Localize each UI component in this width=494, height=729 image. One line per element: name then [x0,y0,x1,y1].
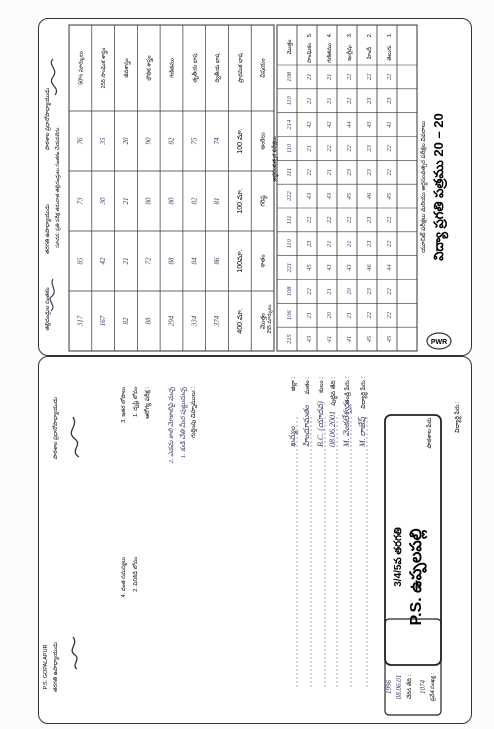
marks-cell: 23 [366,288,373,295]
field-label: జిల్లా : [291,377,297,392]
grades-grid [69,25,279,351]
marks-cell: 21 [326,288,333,295]
grades-subject-label: జీవశాస్త్రం [123,58,130,78]
bottom-signatures [43,397,79,692]
field-label: పుట్టిన తేది : [331,377,337,406]
grades-cell: 80 [144,197,153,205]
grades-cell: 21 [121,257,130,265]
progress-title: విద్యా ప్రగతి పత్రము 20 – 20 [431,113,446,261]
signature-principal-label: పాఠశాల ప్రధానోపాధ్యాయుడు [53,397,59,460]
marks-row-number: 3. [347,32,353,38]
grades-cell: 317 [76,315,85,327]
marks-cell: 21 [306,73,313,81]
field-label: తండ్రి పేరు : [345,377,351,405]
grades-cell: 100 మా. [236,188,244,214]
id-mark-2: 2. ఎడమ కాలి మోకాలిపై మచ్చ [168,387,175,464]
field-label: విద్యార్థి పేరు : [361,377,367,409]
year-value: 1996 [385,680,393,694]
marks-cell: 21 [306,97,313,104]
marks-cell: 43 [326,192,333,200]
admission-label: ప్రవేశ సంఖ్య : [430,672,436,702]
student-details-svg [39,357,471,723]
marks-cell: 41 [346,335,353,343]
marks-cell: 22 [326,145,333,152]
signature-teacher-label: తరగతి ఉపాధ్యాయుడు [53,642,59,692]
marks-total-cell: 110 [286,143,293,154]
marks-cell: 22 [386,312,393,319]
marks-cell: 23 [386,97,393,104]
footer-principal-label: పాఠశాల ప్రధానోపాధ్యాయుడు [45,87,51,151]
signature-scribble-1 [51,59,56,95]
marks-cell: 41 [326,335,333,343]
progress-subtitle: యూనిట్ పరీక్షలు మరియు అర్థసంవత్సర పరీక్షల వివరాలు [421,121,427,253]
marks-cell: 21 [326,240,333,247]
grades-cell: 100మా. [236,249,244,273]
marks-footer-note: 255 మార్కులు [267,304,273,334]
footer-parent-label: తల్లిదండ్రుల సంతకం [45,287,51,331]
marks-cell: 20 [346,288,353,295]
marks-subject-label: సాంఘికం [307,43,313,63]
field-value: హిందూమతం [302,405,311,447]
marks-row-number: 1. [387,32,393,38]
grades-subject-label: ప్రాథమిక భాష [237,53,244,83]
grades-cell: 82 [190,197,199,205]
grades-cell: 75 [190,137,199,145]
student-field-rows [288,377,368,687]
marks-row-number: 5. [307,32,313,38]
marks-cell: 23 [366,216,373,224]
grades-cell: 100 మా. [236,128,244,154]
marks-subject-label: ఇంగ్లీషు [347,45,353,61]
marks-cell: 23 [366,145,373,152]
marks-cell: 46 [366,264,373,271]
grades-column-header: గరిష్ఠ [260,195,267,207]
top-card-footer [44,59,61,330]
grades-cell: 35 [99,137,108,145]
grades-cell: 334 [190,315,199,327]
marks-total-cell: 111 [286,215,293,225]
field-label: కులం : [319,377,325,393]
marks-cell: 42 [306,121,313,128]
marks-cell: 23 [366,97,373,104]
grades-subject-label: తృతీయ భాష [192,53,199,83]
marks-cell: 22 [366,73,373,81]
footer-note: సూచన: ప్రతి పరీక్ష తరువాత తల్లిదండ్రులు సంతకం చేయవలెను. [55,126,61,248]
grades-cell: 42 [99,257,108,265]
marks-cell: 43 [306,192,313,200]
grades-subject-label: 50% మార్కులు [78,51,85,85]
marks-subject-label: గణితము [327,43,333,63]
marks-cell: 43 [326,264,333,271]
marks-cell: 22 [306,216,313,224]
grades-cell: 90 [144,137,153,145]
marks-cell: 22 [306,288,313,295]
grades-cell: 74 [213,137,222,145]
marks-cell: 45 [366,335,373,343]
marks-cell: 22 [306,169,313,176]
progress-report-card [38,18,472,356]
grades-subject-label: భౌతిక శాస్త్రం [146,55,153,81]
grades-cell: 86 [213,257,222,265]
marks-cell: 21 [326,97,333,104]
stamp-text: P.S. GOPALAPUR [43,644,49,690]
student-details-card [38,356,472,724]
principal-signature [71,417,79,457]
marks-cell: 45 [386,192,393,200]
grades-cell: 82 [167,137,176,145]
field-value: B.C. (యాదవ) [316,401,325,447]
marks-cell: 21 [306,145,313,152]
grades-cell: 85 [76,257,85,265]
marks-cell: 23 [306,240,313,247]
marks-total-cell: 110 [286,239,293,249]
date-value: 08.06.01 [395,674,403,700]
grades-cell: 81 [213,197,222,205]
class-label: 3/4/5వ తరగతి [393,527,404,587]
school-name: P.S. ఉప్పలపల్లి [408,528,425,626]
marks-cell: 45 [346,192,353,200]
health-item-4: 4. దంత సమస్యలు [121,557,127,598]
grades-cell: 400 మా. [236,308,244,334]
marks-cell: 42 [326,121,333,128]
marks-cell: 20 [326,312,333,319]
marks-cell: 21 [346,240,353,247]
marks-cell: 22 [346,97,353,104]
marks-cell: 44 [346,121,353,128]
health-item-3: 3. ఇతర లోపాలు [121,387,127,423]
health-item-2: 2. వినికిడి లోపం [133,557,139,592]
grades-cell: 21 [121,197,130,205]
marks-cell: 23 [366,169,373,176]
marks-cell: 41 [386,121,393,128]
marks-cell: 22 [366,312,373,319]
marks-cell: 22 [386,73,393,81]
grades-header-title: అర్థసంవత్సర పరీక్షలు [272,136,278,182]
marks-total-cell: 222 [286,191,293,201]
marks-total-cell: 215 [286,334,293,344]
identification-section [168,387,198,464]
health-section [120,387,152,598]
field-value: M. రాజేష్ [358,417,367,447]
marks-row-number: 4. [327,32,333,38]
marks-total-cell: 214 [286,119,293,130]
marks-cell: 22 [346,145,353,152]
grades-cell: 20 [121,137,130,145]
teacher-signature [72,637,77,669]
marks-cell: 21 [306,312,313,319]
grades-cell: 30 [99,197,108,205]
id-mark-1: 1. కుడి చేతి మీద పుట్టుమచ్చ [180,387,187,459]
marks-cell: 22 [386,240,393,247]
field-value: ఖమ్మం [288,426,297,447]
marks-cell: 44 [386,264,393,271]
marks-cell: 21 [346,312,353,319]
marks-total-cell: 111 [286,167,293,177]
marks-cell: 22 [386,288,393,295]
grades-cell: 294 [167,315,176,327]
grades-column-header: మొత్తం [260,312,267,330]
marks-total-cell: 106 [286,310,293,321]
progress-report-svg [39,19,471,355]
grades-column-header: శాతం [260,254,267,268]
marks-cell: 21 [326,73,333,81]
progress-title-group [419,113,451,349]
grades-column-header: అంకెలు [260,132,267,150]
marks-row-number: 2. [367,32,373,38]
marks-cell: 22 [386,216,393,224]
marks-cell: 45 [366,121,373,128]
grades-cell: 88 [167,257,176,265]
marks-cell: 22 [386,169,393,176]
card-header-label: విద్యార్థి పేరు : [455,401,461,433]
date-label: చేరిన తేది : [407,674,413,700]
grades-subject-label: 255 సాంఘిక శాస్త్రం [101,47,108,89]
footer-teacher-label: తరగతి ఉపాధ్యాయుడు [45,204,51,254]
marks-total-cell: 221 [286,262,293,273]
admission-info-box [385,619,441,715]
marks-cell: 43 [346,264,353,271]
grades-cell: 84 [190,257,199,265]
marks-subject-label: హిందీ [367,46,373,60]
marks-cell: 23 [346,169,353,176]
grades-cell: 374 [213,315,222,327]
marks-cell: 22 [326,216,333,224]
grades-subject-label: ద్వితీయ భాష [215,53,222,83]
grades-cell: 88 [144,317,153,325]
marks-cell: 23 [366,240,373,247]
health-item-1: 1. దృష్టి లోపం [133,387,139,417]
grades-cell: 73 [76,197,85,205]
marks-section-label: గుర్తింపు చిహ్నములు : [191,387,197,438]
grades-cell: 167 [99,315,108,327]
marks-cell: 22 [386,145,393,152]
marks-total-cell: 108 [286,286,293,297]
marks-cell: 45 [386,335,393,343]
marks-total-label: మొత్తం [287,39,293,55]
school-box [385,415,441,665]
field-label: మతం : [305,377,311,395]
health-section-label: ఆరోగ్య పరీక్ష : [145,387,151,419]
grades-cell: 72 [144,257,153,265]
marks-grid [267,25,417,351]
field-value: M. వెంకటేశ్వర్లు [342,400,351,447]
marks-total-cell: 108 [286,72,293,82]
admission-value: 1074 [419,680,427,694]
marks-cell: 21 [326,169,333,176]
marks-cell: 45 [306,264,313,271]
marks-cell: 22 [346,73,353,81]
marks-cell: 43 [306,335,313,343]
marks-subject-label: తెలుగు [387,45,393,61]
school-label: పాఠశాల పేరు [427,417,433,449]
grades-subject-label: గణితము [169,58,176,78]
grades-cell: 82 [121,317,130,325]
badge-text: PWR [430,339,448,346]
marks-total-cell: 110 [286,96,293,106]
grades-column-header: విషయం [260,58,267,78]
marks-cell: 22 [346,216,353,224]
marks-cell: 46 [366,192,373,200]
grades-cell: 80 [167,197,176,205]
field-value: 08.06.2001 [328,411,337,447]
grades-cell: 76 [76,137,85,145]
